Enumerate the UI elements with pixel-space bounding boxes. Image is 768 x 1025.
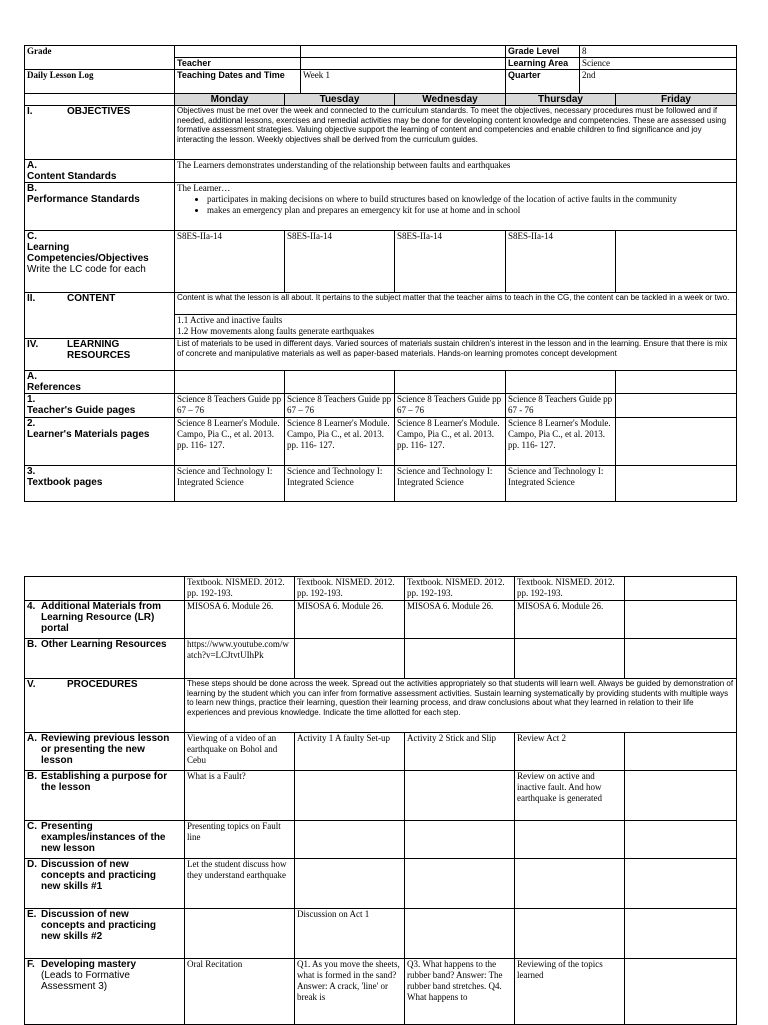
proc-e-friday bbox=[625, 909, 737, 959]
teachers-guide-tuesday: Science 8 Teachers Guide pp 67 – 76 bbox=[285, 394, 395, 418]
textbook-cont-monday: Textbook. NISMED. 2012. pp. 192-193. bbox=[185, 577, 295, 601]
content-standards-text: The Learners demonstrates understanding of the relationship between faults and earthquakes bbox=[175, 160, 737, 183]
teachers-guide-friday bbox=[616, 394, 737, 418]
proc-c-friday bbox=[625, 821, 737, 859]
learners-materials-tuesday: Science 8 Learner's Module. Campo, Pia C., et al. 2013. pp. 116- 127. bbox=[285, 418, 395, 466]
daily-lesson-log-label: Daily Lesson Log bbox=[25, 70, 175, 94]
blank-cell bbox=[616, 371, 737, 394]
lc-code-monday: S8ES-IIa-14 bbox=[175, 231, 285, 293]
proc-b-monday: What is a Fault? bbox=[185, 771, 295, 821]
textbook-cont-tuesday: Textbook. NISMED. 2012. pp. 192-193. bbox=[295, 577, 405, 601]
teachers-guide-wednesday: Science 8 Teachers Guide pp 67 – 76 bbox=[395, 394, 506, 418]
proc-f-thursday: Reviewing of the topics learned bbox=[515, 959, 625, 1025]
proc-d-tuesday bbox=[295, 859, 405, 909]
day-header-blank bbox=[25, 94, 175, 106]
textbook-cont-wednesday: Textbook. NISMED. 2012. pp. 192-193. bbox=[405, 577, 515, 601]
blank-cell bbox=[175, 371, 285, 394]
learners-materials-wednesday: Science 8 Learner's Module. Campo, Pia C., et al. 2013. pp. 116- 127. bbox=[395, 418, 506, 466]
proc-c-monday: Presenting topics on Fault line bbox=[185, 821, 295, 859]
blank-cell bbox=[395, 371, 506, 394]
performance-standards-text: The Learner… • participates in making decisions on where to build structures based on knowledge of the location of active faults in the community • makes an emergency plan and prepares an emergency kit for use at home and in school bbox=[175, 183, 737, 231]
learning-area-label: Learning Area bbox=[506, 58, 580, 70]
lc-code-thursday: S8ES-IIa-14 bbox=[506, 231, 616, 293]
learners-materials-monday: Science 8 Learner's Module. Campo, Pia C., et al. 2013. pp. 116- 127. bbox=[175, 418, 285, 466]
other-resources-wednesday bbox=[405, 639, 515, 679]
procedures-text: These steps should be done across the week. Spread out the activities appropriately so that students will learn well. Always be guided by demonstration of learning by the student which you can infer from formative assessment activities. Sustain learning systematically by providing students with multiple ways to learn new things, practice their learning, question their learning process, and draw conclusions about what they learned in relation to their life experiences and previous knowledge. Indicate the time allotted for each step. bbox=[185, 679, 737, 733]
content-text: Content is what the lesson is all about. It pertains to the subject matter that the teacher aims to teach in the CG, the content can be tackled in a week or two. bbox=[175, 293, 737, 315]
teacher-value bbox=[301, 58, 506, 70]
content-topics: 1.1 Active and inactive faults 1.2 How movements along faults generate earthquakes bbox=[175, 315, 737, 339]
textbook-pages-tuesday: Science and Technology I: Integrated Science bbox=[285, 466, 395, 502]
proc-d-thursday bbox=[515, 859, 625, 909]
lesson-log-table-2 bbox=[24, 576, 737, 1025]
proc-a-thursday: Review Act 2 bbox=[515, 733, 625, 771]
blank-cell bbox=[175, 46, 301, 58]
additional-materials-wednesday: MISOSA 6. Module 26. bbox=[405, 601, 515, 639]
proc-e-tuesday: Discussion on Act 1 bbox=[295, 909, 405, 959]
week-value: Week 1 bbox=[301, 70, 506, 94]
proc-c-wednesday bbox=[405, 821, 515, 859]
proc-e-monday bbox=[185, 909, 295, 959]
grade-level-label: Grade Level bbox=[506, 46, 580, 58]
blank-cell bbox=[25, 577, 185, 601]
teacher-label: Teacher bbox=[175, 58, 301, 70]
references-label: A.References bbox=[25, 371, 175, 394]
additional-materials-label: 4. Additional Materials from Learning Resource (LR) portal bbox=[25, 601, 185, 639]
proc-b-tuesday bbox=[295, 771, 405, 821]
other-resources-label: B. Other Learning Resources bbox=[25, 639, 185, 679]
proc-f-wednesday: Q3. What happens to the rubber band? Answer: The rubber band stretches. Q4. What happens to bbox=[405, 959, 515, 1025]
objectives-text: Objectives must be met over the week and connected to the curriculum standards. To meet the objectives, necessary procedures must be followed and if needed, additional lessons, exercises and remedial activities may be done for developing content knowledge and competencies. These are assessed using formative assessment strategies. Valuing objective support the learning of content and competencies and enable children to find significance and joy interacting the lesson. Weekly objectives shall be derived from the curriculum guides. bbox=[175, 106, 737, 160]
additional-materials-thursday: MISOSA 6. Module 26. bbox=[515, 601, 625, 639]
proc-f-friday bbox=[625, 959, 737, 1025]
youtube-link[interactable]: https://www.youtube.com/watch?v=LCJtvtUIhPk bbox=[185, 639, 295, 679]
proc-a-label: A. Reviewing previous lesson or presenting the new lesson bbox=[25, 733, 185, 771]
proc-a-tuesday: Activity 1 A faulty Set-up bbox=[295, 733, 405, 771]
blank-cell bbox=[301, 46, 506, 58]
proc-b-label: B. Establishing a purpose for the lesson bbox=[25, 771, 185, 821]
lc-code-tuesday: S8ES-IIa-14 bbox=[285, 231, 395, 293]
textbook-pages-label: 3.Textbook pages bbox=[25, 466, 175, 502]
proc-b-wednesday bbox=[405, 771, 515, 821]
proc-d-monday: Let the student discuss how they understand earthquake bbox=[185, 859, 295, 909]
learning-resources-label: IV. LEARNING RESOURCES bbox=[25, 339, 175, 371]
day-header-wednesday: Wednesday bbox=[395, 94, 506, 106]
content-standards-label: A.Content Standards bbox=[25, 160, 175, 183]
proc-e-thursday bbox=[515, 909, 625, 959]
proc-d-friday bbox=[625, 859, 737, 909]
grade-label: Grade bbox=[25, 46, 175, 70]
proc-f-monday: Oral Recitation bbox=[185, 959, 295, 1025]
teachers-guide-label: 1.Teacher's Guide pages bbox=[25, 394, 175, 418]
learners-materials-friday bbox=[616, 418, 737, 466]
additional-materials-tuesday: MISOSA 6. Module 26. bbox=[295, 601, 405, 639]
lesson-log-table-1 bbox=[24, 45, 737, 502]
textbook-pages-friday bbox=[616, 466, 737, 502]
quarter-value: 2nd bbox=[580, 70, 737, 94]
day-header-thursday: Thursday bbox=[506, 94, 616, 106]
textbook-pages-thursday: Science and Technology I: Integrated Science bbox=[506, 466, 616, 502]
performance-standards-list bbox=[177, 194, 734, 216]
proc-f-label: F. Developing mastery (Leads to Formative Assessment 3) bbox=[25, 959, 185, 1025]
additional-materials-friday bbox=[625, 601, 737, 639]
textbook-pages-monday: Science and Technology I: Integrated Science bbox=[175, 466, 285, 502]
day-header-tuesday: Tuesday bbox=[285, 94, 395, 106]
learning-resources-text: List of materials to be used in different days. Varied sources of materials sustain children's interest in the lesson and in the learning. Ensure that there is mix of concrete and manipulative materials as well as paper-based materials. Hands-on learning promotes concept development bbox=[175, 339, 737, 371]
learning-area-value: Science bbox=[580, 58, 737, 70]
other-resources-tuesday bbox=[295, 639, 405, 679]
day-header-monday: Monday bbox=[175, 94, 285, 106]
textbook-cont-friday bbox=[625, 577, 737, 601]
objectives-label: I. OBJECTIVES bbox=[25, 106, 175, 160]
proc-c-label: C. Presenting examples/instances of the new lesson bbox=[25, 821, 185, 859]
proc-b-friday bbox=[625, 771, 737, 821]
learners-materials-thursday: Science 8 Learner's Module. Campo, Pia C., et al. 2013. pp. 116- 127. bbox=[506, 418, 616, 466]
proc-e-wednesday bbox=[405, 909, 515, 959]
blank-cell bbox=[285, 371, 395, 394]
quarter-label: Quarter bbox=[506, 70, 580, 94]
grade-level-value: 8 bbox=[580, 46, 737, 58]
list-item: • participates in making decisions on where to build structures based on knowledge of the location of active faults in the community bbox=[207, 194, 734, 205]
learners-materials-label: 2.Learner's Materials pages bbox=[25, 418, 175, 466]
performance-standards-label: B.Performance Standards bbox=[25, 183, 175, 231]
proc-a-friday bbox=[625, 733, 737, 771]
lc-code-wednesday: S8ES-IIa-14 bbox=[395, 231, 506, 293]
proc-c-tuesday bbox=[295, 821, 405, 859]
other-resources-friday bbox=[625, 639, 737, 679]
proc-d-label: D. Discussion of new concepts and practicing new skills #1 bbox=[25, 859, 185, 909]
proc-f-tuesday: Q1. As you move the sheets, what is formed in the sand? Answer: A crack, 'line' or break is bbox=[295, 959, 405, 1025]
day-header-friday: Friday bbox=[616, 94, 737, 106]
textbook-pages-wednesday: Science and Technology I: Integrated Science bbox=[395, 466, 506, 502]
proc-b-thursday: Review on active and inactive fault. And how earthquake is generated bbox=[515, 771, 625, 821]
proc-c-thursday bbox=[515, 821, 625, 859]
textbook-cont-thursday: Textbook. NISMED. 2012. pp. 192-193. bbox=[515, 577, 625, 601]
teachers-guide-thursday: Science 8 Teachers Guide pp 67 - 76 bbox=[506, 394, 616, 418]
procedures-label: V. PROCEDURES bbox=[25, 679, 185, 733]
blank-cell bbox=[506, 371, 616, 394]
proc-a-wednesday: Activity 2 Stick and Slip bbox=[405, 733, 515, 771]
additional-materials-monday: MISOSA 6. Module 26. bbox=[185, 601, 295, 639]
learning-competencies-label: C.Learning Competencies/Objectives Write the LC code for each bbox=[25, 231, 175, 293]
proc-d-wednesday bbox=[405, 859, 515, 909]
other-resources-thursday bbox=[515, 639, 625, 679]
list-item: • makes an emergency plan and prepares an emergency kit for use at home and in school bbox=[207, 205, 734, 216]
proc-e-label: E. Discussion of new concepts and practicing new skills #2 bbox=[25, 909, 185, 959]
lc-code-friday bbox=[616, 231, 737, 293]
teachers-guide-monday: Science 8 Teachers Guide pp 67 – 76 bbox=[175, 394, 285, 418]
teaching-dates-label: Teaching Dates and Time bbox=[175, 70, 301, 94]
proc-a-monday: Viewing of a video of an earthquake on Bohol and Cebu bbox=[185, 733, 295, 771]
content-label: II. CONTENT bbox=[25, 293, 175, 339]
